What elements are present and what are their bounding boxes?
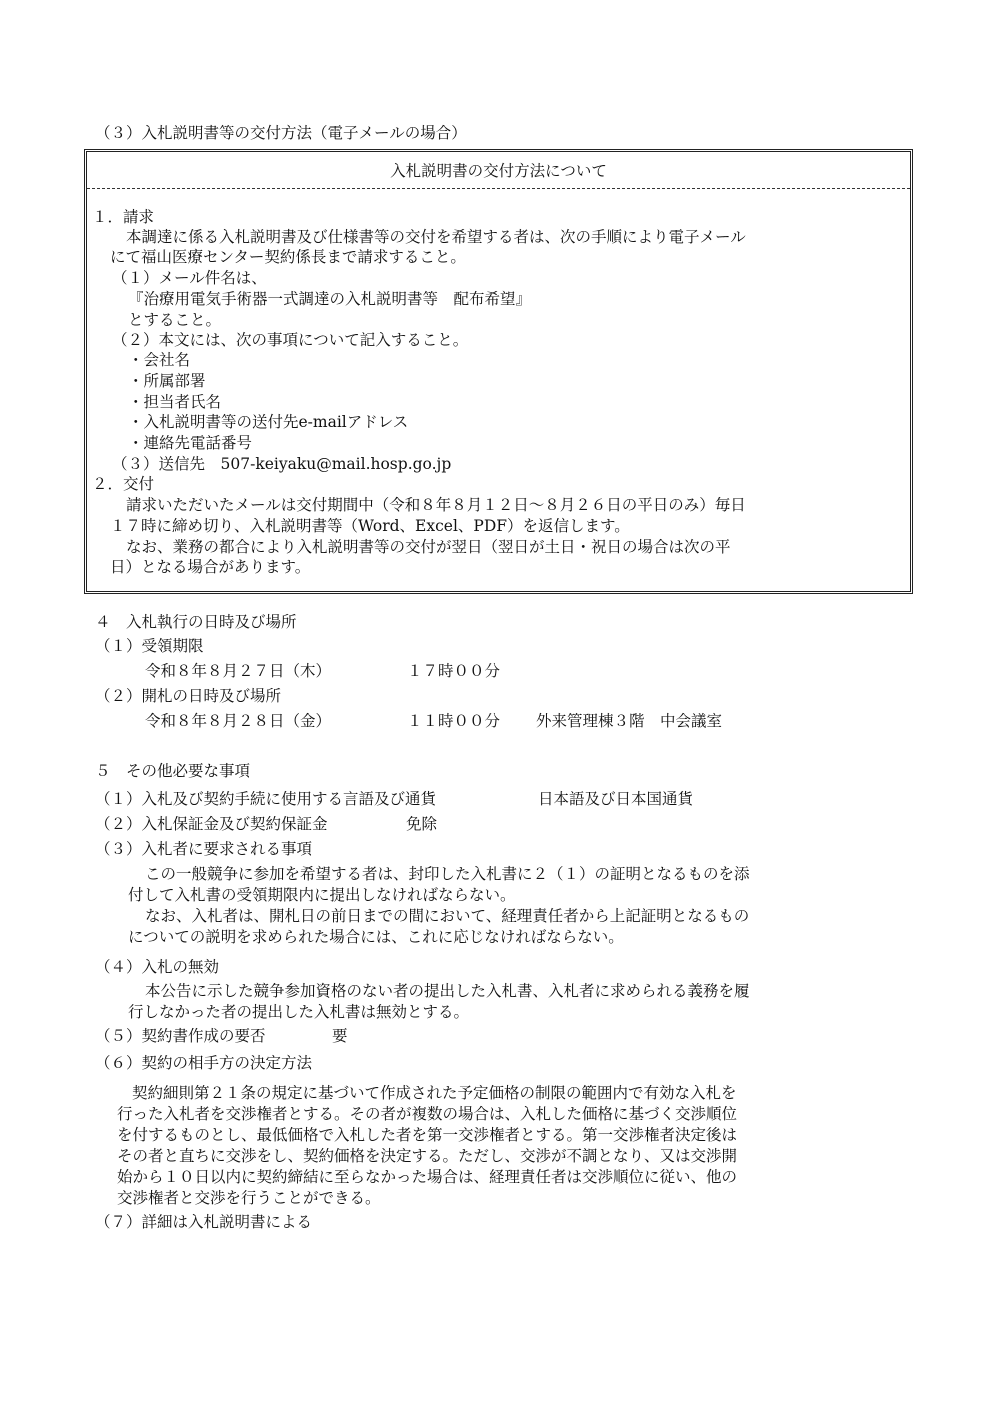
contract-document-value: 要 (332, 1027, 348, 1045)
requirements-text-2: 付して入札書の受領期限内に提出しなければならない。 (128, 886, 516, 904)
mail-body-bullet-phone: ・連絡先電話番号 (128, 434, 253, 452)
counterparty-method-label: （６）契約の相手方の決定方法 (95, 1054, 313, 1072)
counterparty-text-4: その者と直ちに交渉をし、契約価格を決定する。ただし、交渉が不調となり、又は交渉開 (117, 1147, 738, 1165)
opening-label: （２）開札の日時及び場所 (95, 687, 282, 705)
request-heading: １．請求 (92, 208, 155, 226)
details-note: （７）詳細は入札説明書による (95, 1213, 313, 1231)
delivery-text-2: １７時に締め切り、入札説明書等（Word、Excel、PDF）を返信します。 (110, 517, 630, 535)
requirements-text-3: なお、入札者は、開札日の前日までの間において、経理責任者から上記証明となるもの (145, 907, 750, 925)
deposit-value: 免除 (406, 815, 438, 833)
mail-body-bullet-department: ・所属部署 (128, 372, 206, 390)
counterparty-text-5: 始から１０日以内に契約締結に至らなかった場合は、経理責任者は交渉順位に従い、他の (117, 1168, 738, 1186)
opening-date: 令和８年８月２８日（金） (145, 712, 332, 730)
deadline-date: 令和８年８月２７日（木） (145, 662, 332, 680)
invalid-bid-text-2: 行しなかった者の提出した入札書は無効とする。 (128, 1003, 470, 1021)
box-title: 入札説明書の交付方法について (390, 162, 607, 180)
requirements-label: （３）入札者に要求される事項 (95, 840, 313, 858)
counterparty-text-3: を付するものとし、最低価格で入札した者を第一交渉権者とする。第一交渉権者決定後は (117, 1126, 738, 1144)
request-text-1: 本調達に係る入札説明書及び仕様書等の交付を希望する者は、次の手順により電子メール (126, 228, 746, 246)
language-currency-value: 日本語及び日本国通貨 (538, 790, 694, 808)
deadline-time: １７時００分 (407, 662, 501, 680)
invalid-bid-label: （４）入札の無効 (95, 958, 220, 976)
requirements-text-4: についての説明を求められた場合には、これに応じなければならない。 (128, 928, 624, 946)
deposit-label: （２）入札保証金及び契約保証金 (95, 815, 328, 833)
invalid-bid-text-1: 本公告に示した競争参加資格のない者の提出した入札書、入札者に求められる義務を履 (145, 982, 750, 1000)
mail-subject-text: 『治療用電気手術器一式調達の入札説明書等 配布希望』 (128, 290, 532, 308)
request-text-2: にて福山医療センター契約係長まで請求すること。 (110, 248, 466, 266)
mail-subject-label: （１）メール件名は、 (112, 269, 267, 287)
mail-body-label: （２）本文には、次の事項について記入すること。 (112, 331, 469, 349)
opening-time: １１時００分 (407, 712, 501, 730)
delivery-heading: ２．交付 (92, 475, 155, 493)
section-4-heading: ４ 入札執行の日時及び場所 (95, 613, 297, 631)
contract-document-label: （５）契約書作成の要否 (95, 1027, 266, 1045)
mail-body-bullet-contact-name: ・担当者氏名 (128, 393, 222, 411)
mail-body-bullet-company: ・会社名 (128, 351, 191, 369)
requirements-text-1: この一般競争に参加を希望する者は、封印した入札書に２（１）の証明となるものを添 (145, 865, 750, 883)
mail-subject-suffix: とすること。 (128, 311, 222, 329)
box-title-divider (87, 188, 910, 189)
deadline-label: （１）受領期限 (95, 637, 204, 655)
section-3-heading: （３）入札説明書等の交付方法（電子メールの場合） (95, 124, 467, 142)
language-currency-label: （１）入札及び契約手続に使用する言語及び通貨 (95, 790, 437, 808)
mail-body-bullet-email: ・入札説明書等の送付先e-mailアドレス (128, 413, 409, 431)
section-5-heading: ５ その他必要な事項 (95, 762, 251, 780)
counterparty-text-2: 行った入札者を交渉権者とする。その者が複数の場合は、入札した価格に基づく交渉順位 (117, 1105, 738, 1123)
delivery-text-1: 請求いただいたメールは交付期間中（令和８年８月１２日～８月２６日の平日のみ）毎日 (126, 496, 746, 514)
counterparty-text-6: 交渉権者と交渉を行うことができる。 (117, 1189, 381, 1207)
delivery-text-4: 日）となる場合があります。 (110, 558, 311, 576)
send-to-address: （３）送信先 507-keiyaku@mail.hosp.go.jp (112, 455, 452, 473)
counterparty-text-1: 契約細則第２１条の規定に基づいて作成された予定価格の制限の範囲内で有効な入札を (132, 1084, 737, 1102)
delivery-text-3: なお、業務の都合により入札説明書等の交付が翌日（翌日が土日・祝日の場合は次の平 (126, 538, 731, 556)
opening-place: 外来管理棟３階 中会議室 (536, 712, 723, 730)
